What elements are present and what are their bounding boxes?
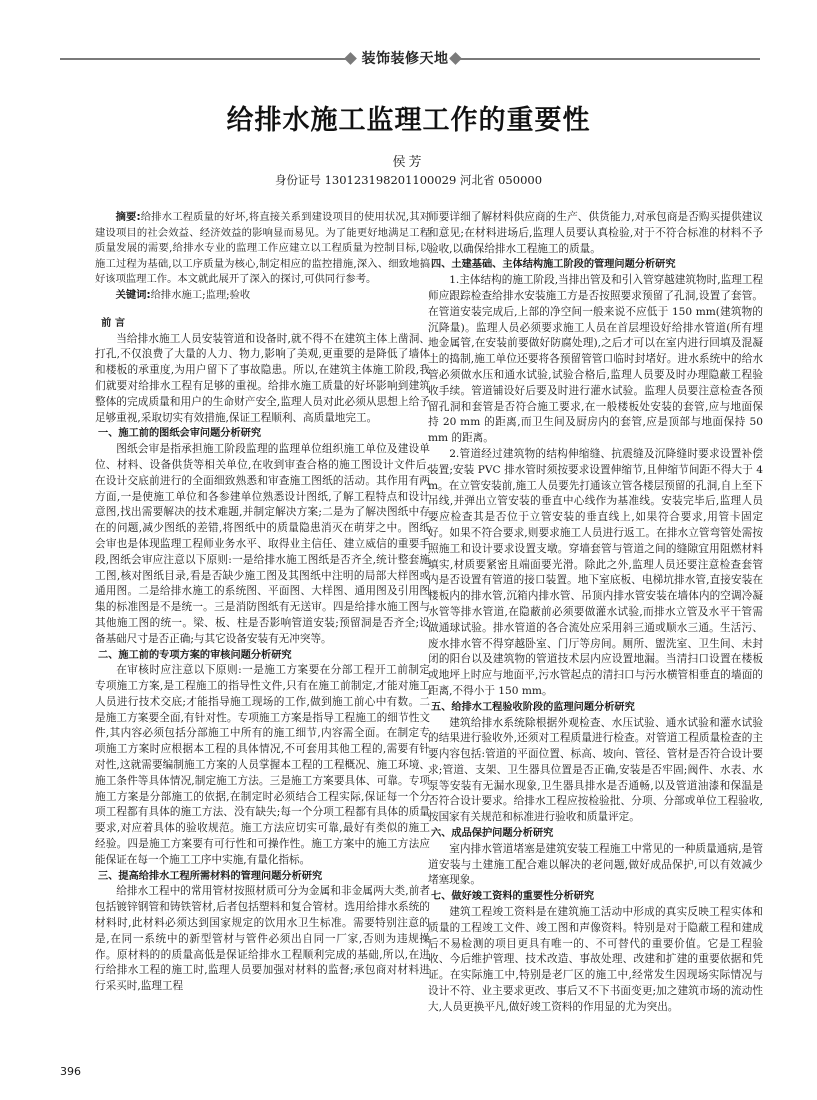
page-number: 396	[60, 1065, 81, 1078]
abstract	[95, 210, 430, 288]
body-paragraph: 2.管道经过建筑物的结构伸缩缝、抗震缝及沉降缝时要求设置补偿装置;安装 PVC 排水管时须按要求设置伸缩节,且伸缩节间距不得大于 4 m。在立管安装前,施工人员要先打通该立管各楼层预留的孔洞,自上至下吊线,并弹出立管安装的垂直中心线作为基准线。安装完毕后,监理人员要应检查其是否位于立管安装的垂直线上,如果符合要求,用管卡固定好。如果不符合要求,则要求施工人员进行返工。在排水立管弯管处需按照施工和设计要求设置支墩。穿墙套管与管道之间的缝隙宜用阻燃材料填实,材质要紧密且端面要光滑。除此之外,监理人员还要注意检查套管内是否设置有管道的接口装置。地下室底板、电梯坑排水管,直接安装在楼板内的排水管,沉箱内排水管、吊顶内排水管安装在墙体内的空调冷凝水管等排水管道,在隐蔽前必须要做灌水试验,而排水立管及水平干管需做通球试验。排水管道的各合流处应采用斜三通或顺水三通。生活污、废水排水管不得穿越卧室、门厅等房间。厕所、盥洗室、卫生间、未封闭的阳台以及建筑物的管道技术层内应设置地漏。当清扫口设置在楼板或地坪上时应与地面平,污水管起点的清扫口与污水横管相垂直的墙面的距离,不得小于 150 mm。	[428, 447, 763, 697]
body-paragraph: 图纸会审是指承担施工阶段监理的监理单位组织施工单位及建设单位、材料、设备供货等相关单位,在收到审查合格的施工图设计文件后,在设计交底前进行的全面细致熟悉和审查施工图纸的活动。其作用有两方面,一是使施工单位和各参建单位熟悉设计图纸,了解工程特点和设计意图,找出需要解决的技术难题,并制定解决方案;二是为了解决图纸中存在的问题,减少图纸的差错,将图纸中的质量隐患消灭在萌芽之中。图纸会审也是体现监理工程师业务水平、取得业主信任、建立威信的重要手段,图纸会审应注意以下原则:一是给排水施工图纸是否齐全,统计整套施工图,核对图纸目录,看是否缺少施工图及其图纸中注明的局部大样图或通用图。二是给排水施工的系统图、平面图、大样图、通用图及引用图集的标准图是不是统一。三是消防图纸有无送审。四是给排水施工图与其他施工图的统一。梁、板、柱是否影响管道安装;预留洞是否齐全;设备基础尺寸是否正确;与其它设备安装有无冲突等。	[95, 443, 430, 645]
abstract-label: 摘要:	[115, 211, 141, 223]
abstract-text: 给排水工程质量的好坏,将直接关系到建设项目的使用状况,其对建设项目的社会效益、经济效益的影响显而易见。为了能更好地满足工程质量发展的需要,给排水专业的监理工作应建立以工程质量为控制目标,以施工过程为基础,以工序质量为核心,制定相应的监控措施,深入、细致地搞好该项监理工作。本文就此展开了深入的探讨,可供同行参考。	[95, 211, 430, 286]
header-rule-right	[455, 58, 760, 60]
article-title: 给排水施工监理工作的重要性	[226, 105, 591, 136]
body-paragraph: 在审核时应注意以下原则:一是施工方案要在分部工程开工前制定 专项施工方案,是工程施工的指导性文件,只有在施工前制定,才能对施工人员进行技术交底;才能指导施工现场的工作,做到施工前心中有数。二是施工方案要全面,有针对性。专项施工方案是指导工程施工的细节性文件,其内容必须包括分部施工中所有的施工细节,内容需全面。在制定专项施工方案时应根据本工程的具体情况,不可套用其他工程的,需要有针对性,这就需要编制施工方案的人员掌握本工程的工程概况、施工环境、施工条件等具体情况,制定施工方法。三是施工方案要具体、可靠。专项施工方案是分部施工的依据,在制定时必须结合工程实际,保证每一个分项工程都有具体的施工方法、没有缺失;每一个分项工程都有具体的质量要求,对应着具体的验收规范。施工方法应切实可靠,最好有类似的施工经验。四是施工方案要有可行性和可操作性。施工方案中的施工方法应能保证在每一个施工工序中实施,有量化指标。	[95, 664, 430, 866]
body-paragraph: 室内排水管道堵塞是建筑安装工程施工中常见的一种质量通病,是管道安装与土建施工配合难以解决的老问题,做好成品保护,可以有效减少堵塞现象。	[428, 842, 763, 887]
right-column	[428, 210, 763, 1016]
section-heading: 前 言	[101, 317, 126, 329]
section-heading: 一、施工前的图纸会审问题分析研究	[98, 428, 262, 440]
keywords	[95, 288, 430, 304]
keywords-label: 关键词:	[115, 288, 151, 301]
section-heading: 六、成品保护问题分析研究	[431, 828, 554, 840]
section-heading: 七、做好竣工资料的重要性分析研究	[431, 891, 595, 903]
body-paragraph: 师要详细了解材料供应商的生产、供货能力,对承包商是否购买提供建议和意见;在材料进场后,监理人员要认真检验,对于不符合标准的材料不予验收,以确保给排水工程施工的质量。	[428, 211, 763, 255]
header-rule-left	[60, 58, 350, 60]
section-heading: 五、给排水工程验收阶段的监理问题分析研究	[431, 701, 635, 713]
body-paragraph: 给排水工程中的常用管材按照材质可分为金属和非金属两大类,前者包括镀锌钢管和铸铁管材,后者包括塑料和复合管材。选用给排水系统的材料时,此材料必须达到国家规定的饮用水卫生标准。需要特别注意的是,在同一系统中的新型管材与管件必须出自同一厂家,否则为违规操作。原材料的的质量高低是保证给排水工程顺利完成的基础,所以,在进行给排水工程的施工时,监理人员要加强对材料的监督;承包商对材料进行采买时,监理工程	[95, 885, 430, 993]
author-affiliation: 身份证号 130123198201100029 河北省 050000	[274, 173, 543, 187]
author-name: 侯芳	[392, 155, 425, 170]
body-paragraph: 建筑给排水系统除根据外观检查、水压试验、通水试验和灌水试验的结果进行验收外,还须对工程质量进行检查。对管道工程质量检查的主要内容包括:管道的平面位置、标高、坡向、管径、管材是否符合设计要求;管道、支架、卫生器具位置是否正确,安装是否牢固;阀件、水表、水泵等安装有无漏水现象,卫生器具排水是否通畅,以及管道油漆和保温是否符合设计要求。给排水工程应按检验批、分项、分部或单位工程验收,按国家有关规范和标准进行验收和质量评定。	[428, 716, 763, 824]
section-heading: 四、土建基础、主体结构施工阶段的管理问题分析研究	[431, 259, 676, 271]
section-header: 装饰装修天地	[361, 51, 449, 67]
left-column	[95, 210, 430, 995]
keywords-text: 给排水施工;监理;验收	[150, 288, 251, 301]
body-paragraph: 建筑工程竣工资料是在建筑施工活动中形成的真实反映工程实体和质量的工程竣工文件、竣工图和声像资料。特别是对于隐蔽工程和建成后不易检测的项目更具有唯一的、不可替代的重要价值。它是工程验收、今后维护管理、技术改造、事故处理、改建和扩建的重要依据和凭证。在实际施工中,特别是老厂区的施工中,经常发生因现场实际情况与设计不符、业主要求更改、事后又不下书面变更;加之建筑市场的流动性大,人员更换平凡,做好竣工资料的作用显的尤为突出。	[428, 906, 763, 1013]
section-heading: 三、提高给排水工程所需材料的管理问题分析研究	[98, 870, 323, 882]
body-paragraph: 当给排水施工人员安装管道和设备时,就不得不在建筑主体上凿洞、打孔,不仅浪费了大量的人力、物力,影响了美观,更重要的是降低了墙体和楼板的承重度,为用户留下了事故隐患。所以,在建筑主体施工阶段,我们就要对给排水工程有足够的重视。给排水施工质量的好坏影响到建筑整体的完成质量和用户的生命财产安全,监理人员对此必须从思想上给予足够重视,采取切实有效措施,保证工程顺利、高质量地完工。	[95, 332, 430, 424]
body-paragraph: 1.主体结构的施工阶段,当排出管及和引入管穿越建筑物时,监理工程师应跟踪检查给排水安装施工方是否按照要求预留了孔洞,设置了套管。在管道安装完成后,上部的净空间一般来说不应低于 150 mm(建筑物的沉降量)。监理人员必须要求施工人员在首层埋设好给排水管道(所有埋地金属管,在安装前要做好防腐处理),之后才可以在室内进行回填及混凝土的捣制,施工单位还要将各预留管管口临时封堵好。进水系统中的给水管必须做水压和通水试验,试验合格后,监理人员要及时办理隐蔽工程验收手续。管道铺设好后要及时进行灌水试验。监理人员要注意检查各预留孔洞和套管是否符合施工要求,在一般楼板处安装的套管,应与地面保持 20 mm 的距离,而卫生间及厨房内的套管,应是顶部与地面保持 50 mm 的距离。	[428, 274, 763, 445]
section-heading: 二、施工前的专项方案的审核问题分析研究	[98, 649, 292, 661]
